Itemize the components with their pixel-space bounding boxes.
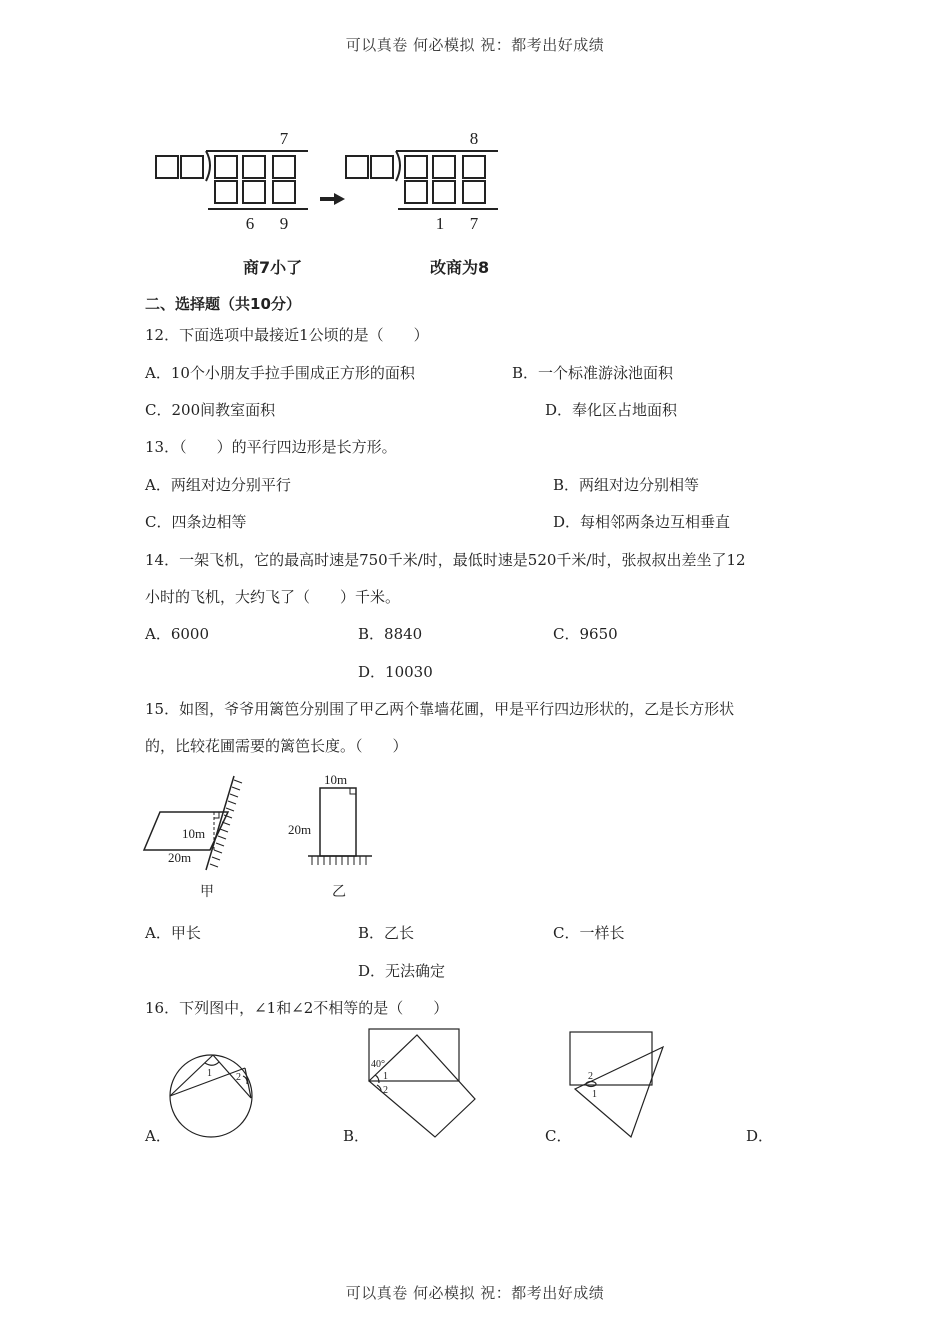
- q14-stem-line1: 14．一架飞机，它的最高时速是750千米/时，最低时速是520千米/时，张叔叔出差坐了12: [145, 551, 746, 569]
- q14-stem-line2: 小时的飞机，大约飞了（ ）千米。: [145, 588, 401, 606]
- q14-option-c[interactable]: C．9650: [553, 625, 618, 643]
- q16-c-label-2: 2: [588, 1071, 593, 1082]
- q15-stem-line2: 的，比较花圃需要的篱笆长度。（ ）: [145, 737, 408, 755]
- q16-option-d[interactable]: D．: [746, 1127, 774, 1145]
- q16-a-label-2: 2: [236, 1072, 241, 1083]
- right-digit-1: 1: [435, 214, 445, 233]
- left-quotient: 7: [279, 129, 289, 148]
- q16-c-label-1: 1: [592, 1089, 597, 1100]
- right-digit-2: 7: [469, 214, 479, 233]
- right-quotient: 8: [469, 129, 479, 148]
- arrow-right-icon: [320, 193, 345, 205]
- q16-figure-c: [565, 1025, 675, 1143]
- q16-stem: 16．下列图中，∠1和∠2不相等的是（ ）: [145, 999, 449, 1017]
- q16-figure-b: [365, 1025, 485, 1143]
- q15-stem-line1: 15．如图，爷爷用篱笆分别围了甲乙两个靠墙花圃，甲是平行四边形状的，乙是长方形状: [145, 700, 735, 718]
- q16-b-label-2: 2: [383, 1085, 388, 1096]
- q15-option-b[interactable]: B．乙长: [358, 924, 415, 942]
- q12-stem: 12．下面选项中最接近1公顷的是（ ）: [145, 326, 429, 344]
- q16-b-label-1: 1: [383, 1071, 388, 1082]
- right-caption: 改商为8: [430, 258, 490, 277]
- q12-option-b[interactable]: B．一个标准游泳池面积: [512, 364, 674, 382]
- yi-side-label: 20m: [288, 822, 312, 837]
- left-digit-2: 9: [279, 214, 289, 233]
- page-header: 可以真卷 何必模拟 祝：都考出好成绩: [345, 36, 605, 54]
- q12-option-a[interactable]: A．10个小朋友手拉手围成正方形的面积: [145, 364, 415, 382]
- q15-option-a[interactable]: A．甲长: [145, 924, 201, 942]
- q16-a-label-1: 1: [207, 1068, 212, 1079]
- q12-option-c[interactable]: C．200间教室面积: [145, 401, 276, 419]
- q12-option-d[interactable]: D．奉化区占地面积: [545, 401, 678, 419]
- yi-top-label: 10m: [324, 772, 348, 787]
- left-digit-1: 6: [245, 214, 255, 233]
- q16-option-c[interactable]: C．: [545, 1127, 572, 1145]
- q13-stem: 13．（ ）的平行四边形是长方形。: [145, 438, 397, 456]
- left-caption: 商7小了: [243, 258, 303, 277]
- q13-option-a[interactable]: A．两组对边分别平行: [145, 476, 291, 494]
- q14-option-b[interactable]: B．8840: [358, 625, 423, 643]
- jia-name: 甲: [200, 885, 214, 900]
- garden-figure: [140, 770, 390, 905]
- q16-option-a[interactable]: A．: [145, 1127, 171, 1145]
- q14-option-d[interactable]: D．10030: [358, 663, 433, 681]
- q13-option-c[interactable]: C．四条边相等: [145, 513, 247, 531]
- q14-option-a[interactable]: A．6000: [145, 625, 210, 643]
- section-title: 二、选择题（共10分）: [145, 295, 301, 313]
- q13-option-d[interactable]: D．每相邻两条边互相垂直: [553, 513, 731, 531]
- jia-base-label: 20m: [168, 850, 192, 865]
- yi-name: 乙: [332, 885, 346, 900]
- jia-height-label: 10m: [182, 826, 206, 841]
- q16-b-angle-label: 40°: [371, 1059, 385, 1070]
- q16-option-b[interactable]: B．: [343, 1127, 370, 1145]
- q15-option-d[interactable]: D．无法确定: [358, 962, 446, 980]
- q15-option-c[interactable]: C．一样长: [553, 924, 625, 942]
- q16-figure-a: [165, 1048, 265, 1143]
- page-footer: 可以真卷 何必模拟 祝：都考出好成绩: [345, 1284, 605, 1302]
- q13-option-b[interactable]: B．两组对边分别相等: [553, 476, 700, 494]
